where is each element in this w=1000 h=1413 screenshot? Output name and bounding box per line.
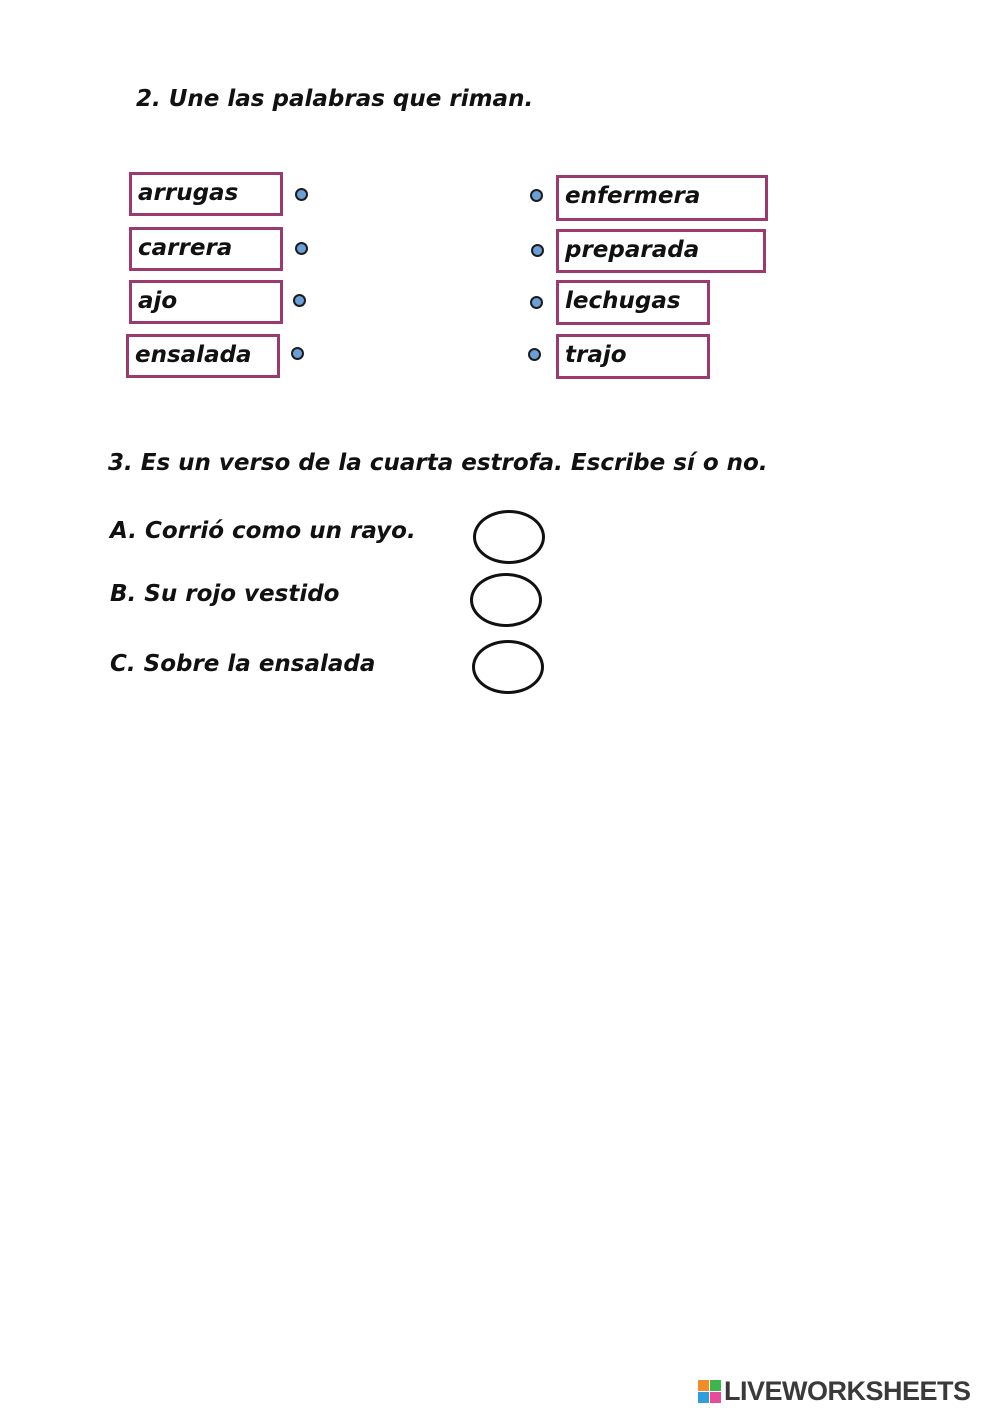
match-dot-right[interactable]: [528, 348, 541, 361]
left-word-box: ensalada: [126, 334, 280, 378]
match-dot-right[interactable]: [531, 244, 544, 257]
answer-circle-c[interactable]: [472, 640, 544, 694]
section-2-title: 2. Une las palabras que riman.: [136, 86, 534, 112]
logo-mark-icon: [698, 1380, 721, 1403]
match-dot-left[interactable]: [293, 294, 306, 307]
right-word-box: trajo: [556, 334, 710, 379]
option-a-text: A. Corrió como un rayo.: [110, 518, 416, 544]
answer-circle-b[interactable]: [470, 573, 542, 627]
right-word-box: lechugas: [556, 280, 710, 325]
right-word-box: enfermera: [556, 175, 768, 221]
match-dot-left[interactable]: [291, 347, 304, 360]
match-dot-left[interactable]: [295, 188, 308, 201]
option-b-text: B. Su rojo vestido: [110, 581, 340, 607]
left-word-box: arrugas: [129, 172, 283, 216]
left-word-box: ajo: [129, 280, 283, 324]
answer-circle-a[interactable]: [473, 510, 545, 564]
logo-text: LIVEWORKSHEETS: [724, 1376, 971, 1406]
match-dot-left[interactable]: [295, 242, 308, 255]
match-dot-right[interactable]: [530, 189, 543, 202]
option-c-text: C. Sobre la ensalada: [110, 651, 376, 677]
right-word-box: preparada: [556, 229, 766, 273]
section-3-title: 3. Es un verso de la cuarta estrofa. Escribe sí o no.: [108, 450, 768, 476]
match-dot-right[interactable]: [530, 296, 543, 309]
liveworksheets-logo: [698, 1376, 971, 1407]
left-word-box: carrera: [129, 227, 283, 271]
